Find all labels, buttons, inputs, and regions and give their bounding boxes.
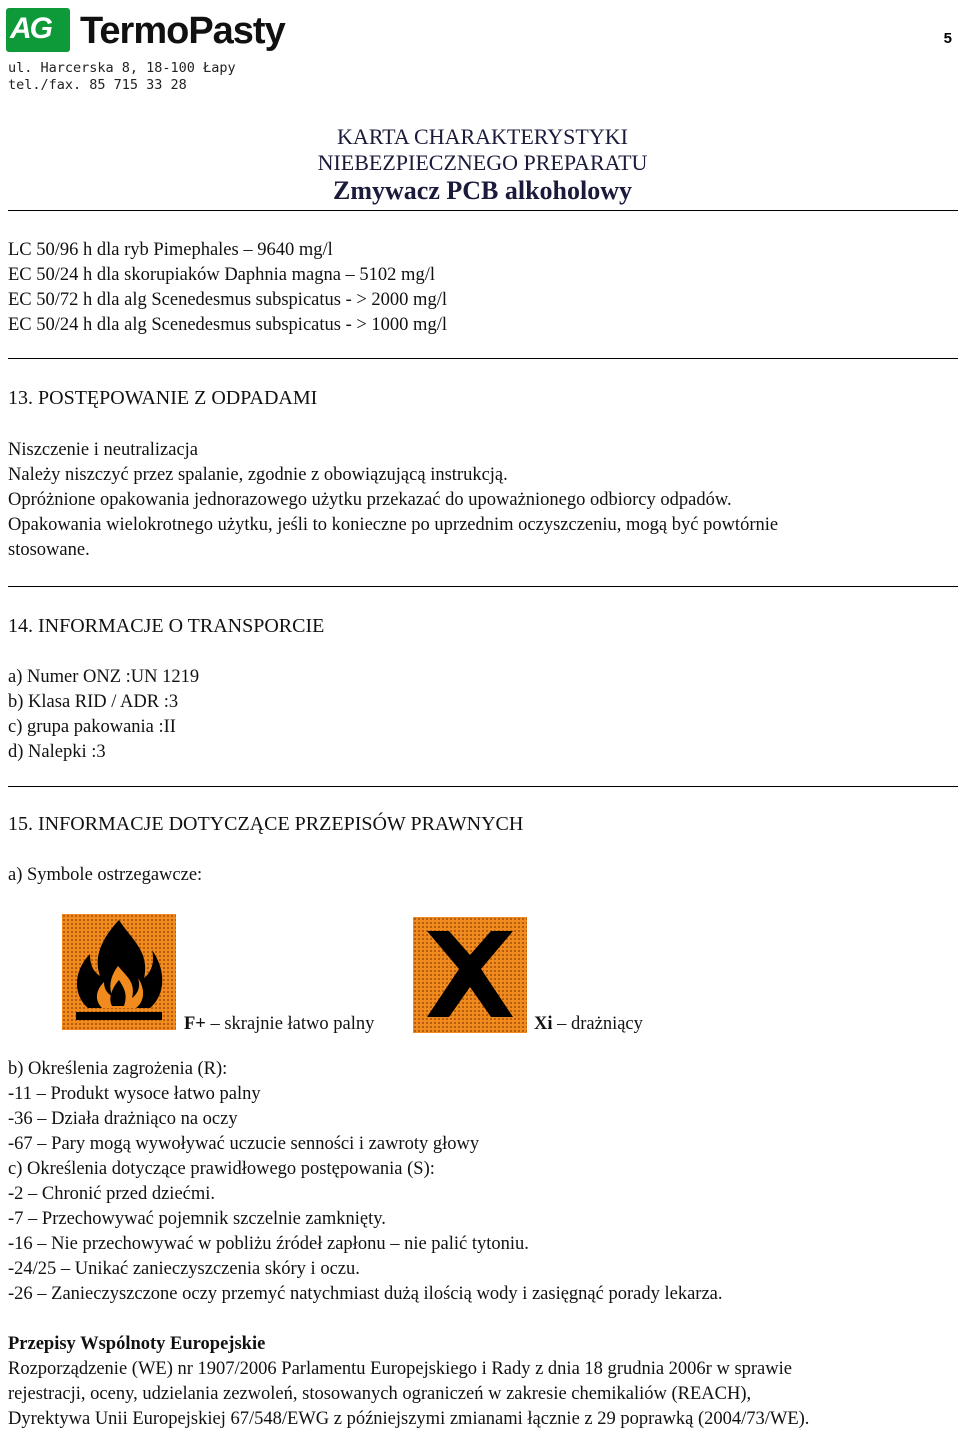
section-14-heading: 14. INFORMACJE O TRANSPORCIE xyxy=(8,615,325,637)
section-divider xyxy=(8,586,958,587)
company-logo-mark xyxy=(6,8,70,52)
symbol-xi-label: Xi – drażniący xyxy=(534,1014,643,1034)
section-13-heading: 13. POSTĘPOWANIE Z ODPADAMI xyxy=(8,387,318,409)
document-title-line2: NIEBEZPIECZNEGO PREPARATU xyxy=(317,150,648,175)
product-name: Zmywacz PCB alkoholowy xyxy=(333,176,632,205)
s-phrase: -2 – Chronić przed dziećmi. xyxy=(8,1184,216,1204)
eu-regulation-line: Dyrektywa Unii Europejskiej 67/548/EWG z późniejszymi zmianami łącznie z 29 poprawką (2004/73/WE). xyxy=(8,1409,810,1429)
symbols-heading: a) Symbole ostrzegawcze: xyxy=(8,865,203,885)
transport-line: b) Klasa RID / ADR :3 xyxy=(8,692,179,712)
section-13-line: Opakowania wielokrotnego użytku, jeśli to konieczne po uprzednim oczyszczeniu, mogą być powtórnie xyxy=(8,515,779,535)
r-phrases-heading: b) Określenia zagrożenia (R): xyxy=(8,1059,228,1079)
s-phrases-heading: c) Określenia dotyczące prawidłowego postępowania (S): xyxy=(8,1159,435,1179)
r-phrase: -67 – Pary mogą wywoływać uczucie senności i zawroty głowy xyxy=(8,1134,480,1154)
ecotox-line: LC 50/96 h dla ryb Pimephales – 9640 mg/l xyxy=(8,240,333,260)
s-phrase: -7 – Przechowywać pojemnik szczelnie zamknięty. xyxy=(8,1209,386,1229)
section-divider xyxy=(8,786,958,787)
eu-regulation-line: rejestracji, oceny, udzielania zezwoleń, stosowanych ograniczeń w zakresie chemikaliów (REACH), xyxy=(8,1384,752,1404)
company-address: ul. Harcerska 8, 18-100 Łapy xyxy=(8,60,236,76)
r-phrase: -11 – Produkt wysoce łatwo palny xyxy=(8,1084,261,1104)
section-13-line: stosowane. xyxy=(8,540,90,560)
ecotox-line: EC 50/24 h dla alg Scenedesmus subspicatus - > 1000 mg/l xyxy=(8,315,447,335)
ecotox-line: EC 50/24 h dla skorupiaków Daphnia magna – 5102 mg/l xyxy=(8,265,435,285)
section-13-line: Opróżnione opakowania jednorazowego użytku przekazać do upoważnionego odbiorcy odpadów. xyxy=(8,490,732,510)
section-15-heading: 15. INFORMACJE DOTYCZĄCE PRZEPISÓW PRAWNYCH xyxy=(8,813,524,835)
section-divider xyxy=(8,358,958,359)
logo-mark-text: AG xyxy=(10,12,51,45)
document-title-line1: KARTA CHARAKTERYSTYKI xyxy=(337,124,628,149)
company-phone: tel./fax. 85 715 33 28 xyxy=(8,77,187,93)
transport-line: d) Nalepki :3 xyxy=(8,742,106,762)
flame-icon xyxy=(62,914,176,1030)
company-logo-text: TermoPasty xyxy=(80,10,285,52)
page-number: 5 xyxy=(943,30,952,47)
cross-icon xyxy=(413,917,527,1033)
ecotox-line: EC 50/72 h dla alg Scenedesmus subspicatus - > 2000 mg/l xyxy=(8,290,447,310)
r-phrase: -36 – Działa drażniąco na oczy xyxy=(8,1109,238,1129)
s-phrase: -16 – Nie przechowywać w pobliżu źródeł zapłonu – nie palić tytoniu. xyxy=(8,1234,529,1254)
symbol-f-plus-label: F+ – skrajnie łatwo palny xyxy=(184,1014,375,1034)
eu-regulation-line: Rozporządzenie (WE) nr 1907/2006 Parlamentu Europejskiego i Rady z dnia 18 grudnia 2006r w sprawie xyxy=(8,1359,792,1379)
header-divider xyxy=(8,210,958,211)
section-13-subheading: Niszczenie i neutralizacja xyxy=(8,440,199,460)
eu-regulations-heading: Przepisy Wspólnoty Europejskie xyxy=(8,1334,266,1354)
transport-line: c) grupa pakowania :II xyxy=(8,717,176,737)
s-phrase: -24/25 – Unikać zanieczyszczenia skóry i oczu. xyxy=(8,1259,360,1279)
section-13-line: Należy niszczyć przez spalanie, zgodnie z obowiązującą instrukcją. xyxy=(8,465,508,485)
s-phrase: -26 – Zanieczyszczone oczy przemyć natychmiast dużą ilością wody i zasięgnąć porady lekarza. xyxy=(8,1284,723,1304)
transport-line: a) Numer ONZ :UN 1219 xyxy=(8,667,200,687)
